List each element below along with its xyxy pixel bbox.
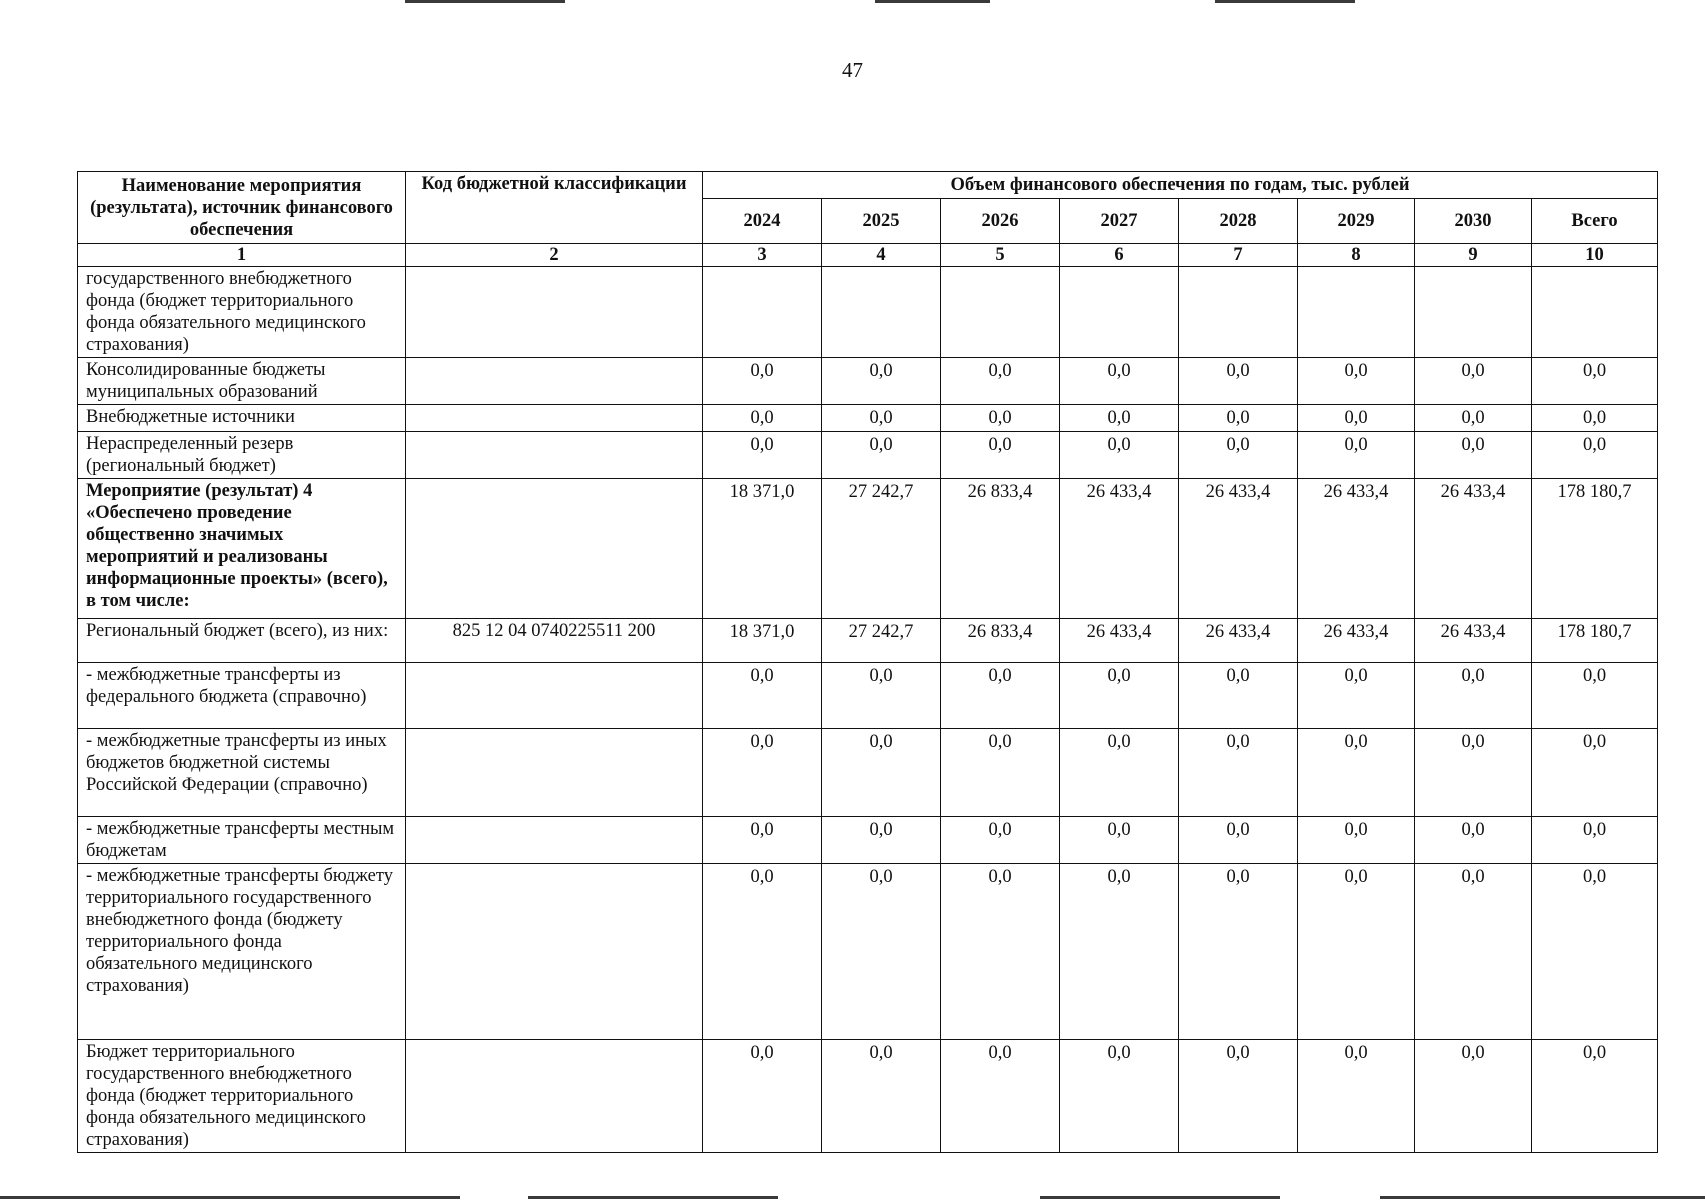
row-year-value: 0,0 [1179,729,1298,817]
row-year-value: 27 242,7 [822,619,941,663]
row-year-value [1060,267,1179,358]
row-year-value: 0,0 [703,663,822,729]
row-code [406,479,703,619]
table-row [78,729,1658,817]
row-year-value: 0,0 [941,663,1060,729]
row-year-value: 0,0 [1415,864,1532,1040]
row-year-value: 27 242,7 [822,479,941,619]
row-year-value [1179,267,1298,358]
row-year-value: 0,0 [1298,663,1415,729]
row-code [406,864,703,1040]
row-year-value: 26 433,4 [1060,479,1179,619]
header-volume: Объем финансового обеспечения по годам, тыс. рублей [703,172,1658,199]
row-year-value: 0,0 [1415,1040,1532,1153]
row-year-value [1298,267,1415,358]
row-year-value: 0,0 [941,432,1060,479]
row-name: государственного внебюджетного фонда (бюджет территориального фонда обязательного медицинского страхования) [78,267,406,358]
header-name: Наименование мероприятия (результата), источник финансового обеспечения [78,172,406,244]
row-total-value: 0,0 [1532,432,1658,479]
row-year-value: 0,0 [941,1040,1060,1153]
row-code: 825 12 04 0740225511 200 [406,619,703,663]
row-year-value: 0,0 [1060,405,1179,432]
row-year-value: 0,0 [703,1040,822,1153]
column-numbers-row [78,244,1658,267]
row-year-value [703,267,822,358]
scan-edge-top-3 [1215,0,1355,3]
row-year-value: 18 371,0 [703,479,822,619]
row-year-value: 0,0 [1298,405,1415,432]
row-year-value: 0,0 [822,358,941,405]
row-year-value: 18 371,0 [703,619,822,663]
header-year: 2028 [1179,199,1298,244]
row-year-value: 0,0 [1415,358,1532,405]
row-code [406,1040,703,1153]
table-body [78,267,1658,1153]
row-year-value: 26 433,4 [1415,619,1532,663]
row-year-value: 0,0 [703,817,822,864]
row-year-value: 26 833,4 [941,479,1060,619]
row-name: - межбюджетные трансферты из федерального бюджета (справочно) [78,663,406,729]
table-row [78,864,1658,1040]
row-total-value: 0,0 [1532,405,1658,432]
row-code [406,405,703,432]
table-row [78,267,1658,358]
table-row [78,479,1658,619]
row-year-value: 0,0 [1298,1040,1415,1153]
row-year-value: 0,0 [1179,864,1298,1040]
scan-edge-bottom-1 [0,1196,460,1199]
row-year-value: 0,0 [1298,864,1415,1040]
row-total-value: 0,0 [1532,358,1658,405]
row-total-value: 0,0 [1532,663,1658,729]
row-year-value: 0,0 [822,405,941,432]
column-number: 5 [941,244,1060,267]
table-row [78,358,1658,405]
row-name: - межбюджетные трансферты бюджету территориального государственного внебюджетного фонда (бюджету территориального фонда обязательного медицинского страхования) [78,864,406,1040]
row-year-value: 0,0 [1060,358,1179,405]
row-code [406,729,703,817]
column-number: 1 [78,244,406,267]
row-year-value: 0,0 [1298,358,1415,405]
row-total-value: 0,0 [1532,729,1658,817]
row-year-value: 0,0 [1060,729,1179,817]
table-row [78,432,1658,479]
row-name: - межбюджетные трансферты местным бюджетам [78,817,406,864]
row-year-value: 0,0 [703,432,822,479]
row-name: - межбюджетные трансферты из иных бюджетов бюджетной системы Российской Федерации (справочно) [78,729,406,817]
row-total-value: 0,0 [1532,817,1658,864]
row-year-value: 0,0 [1298,817,1415,864]
row-name: Внебюджетные источники [78,405,406,432]
header-year: 2030 [1415,199,1532,244]
row-year-value: 0,0 [822,729,941,817]
row-year-value: 0,0 [1179,432,1298,479]
row-year-value: 26 433,4 [1298,619,1415,663]
row-year-value: 0,0 [941,358,1060,405]
row-year-value [941,267,1060,358]
row-name: Региональный бюджет (всего), из них: [78,619,406,663]
column-number: 2 [406,244,703,267]
row-total-value: 0,0 [1532,864,1658,1040]
column-number: 6 [1060,244,1179,267]
table-row [78,619,1658,663]
column-number: 7 [1179,244,1298,267]
row-year-value: 0,0 [1415,817,1532,864]
header-code: Код бюджетной классификации [406,172,703,244]
scan-edge-bottom-4 [1380,1196,1705,1199]
row-code [406,817,703,864]
column-number: 9 [1415,244,1532,267]
row-year-value: 0,0 [1415,729,1532,817]
row-year-value: 0,0 [703,405,822,432]
row-year-value: 0,0 [1060,817,1179,864]
row-year-value: 0,0 [941,864,1060,1040]
row-code [406,358,703,405]
header-year: 2026 [941,199,1060,244]
row-year-value: 0,0 [941,729,1060,817]
header-year: 2027 [1060,199,1179,244]
column-number: 4 [822,244,941,267]
row-year-value: 0,0 [703,864,822,1040]
row-total-value [1532,267,1658,358]
row-code [406,267,703,358]
row-year-value [1415,267,1532,358]
row-name: Мероприятие (результат) 4 «Обеспечено проведение общественно значимых мероприятий и реализованы информационные проекты» (всего), в том числе: [78,479,406,619]
row-year-value: 0,0 [1415,432,1532,479]
scan-edge-bottom-3 [1040,1196,1280,1199]
column-number: 3 [703,244,822,267]
scan-edge-top-2 [875,0,990,3]
row-year-value: 0,0 [1060,432,1179,479]
row-year-value: 0,0 [1415,405,1532,432]
row-year-value: 0,0 [1179,1040,1298,1153]
row-year-value: 0,0 [1060,864,1179,1040]
scan-edge-bottom-2 [528,1196,778,1199]
column-number: 8 [1298,244,1415,267]
row-year-value: 0,0 [941,405,1060,432]
row-year-value: 0,0 [1060,663,1179,729]
row-total-value: 178 180,7 [1532,619,1658,663]
header-row [78,172,1658,199]
row-year-value: 0,0 [1298,729,1415,817]
row-total-value: 178 180,7 [1532,479,1658,619]
row-year-value: 0,0 [1179,358,1298,405]
row-year-value: 0,0 [822,1040,941,1153]
page-number: 47 [842,58,863,82]
row-code [406,432,703,479]
scan-edge-top-1 [405,0,565,3]
row-year-value: 26 833,4 [941,619,1060,663]
table-row [78,663,1658,729]
row-year-value: 0,0 [822,817,941,864]
row-name: Консолидированные бюджеты муниципальных образований [78,358,406,405]
header-year: 2025 [822,199,941,244]
row-code [406,663,703,729]
row-year-value [822,267,941,358]
row-year-value: 0,0 [1179,817,1298,864]
row-year-value: 26 433,4 [1179,479,1298,619]
row-name: Бюджет территориального государственного внебюджетного фонда (бюджет территориального фонда обязательного медицинского страхования) [78,1040,406,1153]
row-year-value: 0,0 [941,817,1060,864]
row-year-value: 0,0 [703,729,822,817]
row-year-value: 26 433,4 [1060,619,1179,663]
row-total-value: 0,0 [1532,1040,1658,1153]
row-year-value: 0,0 [1179,663,1298,729]
row-year-value: 0,0 [1298,432,1415,479]
header-total: Всего [1532,199,1658,244]
financing-table [77,171,1658,1153]
row-year-value: 0,0 [822,864,941,1040]
row-year-value: 0,0 [1179,405,1298,432]
row-year-value: 26 433,4 [1415,479,1532,619]
row-year-value: 0,0 [1415,663,1532,729]
row-year-value: 0,0 [822,663,941,729]
row-year-value: 26 433,4 [1298,479,1415,619]
header-year: 2029 [1298,199,1415,244]
row-year-value: 0,0 [703,358,822,405]
column-number: 10 [1532,244,1658,267]
header-year: 2024 [703,199,822,244]
row-year-value: 0,0 [1060,1040,1179,1153]
row-year-value: 26 433,4 [1179,619,1298,663]
table-row [78,1040,1658,1153]
table-row [78,817,1658,864]
row-name: Нераспределенный резерв (региональный бюджет) [78,432,406,479]
table-row [78,405,1658,432]
row-year-value: 0,0 [822,432,941,479]
